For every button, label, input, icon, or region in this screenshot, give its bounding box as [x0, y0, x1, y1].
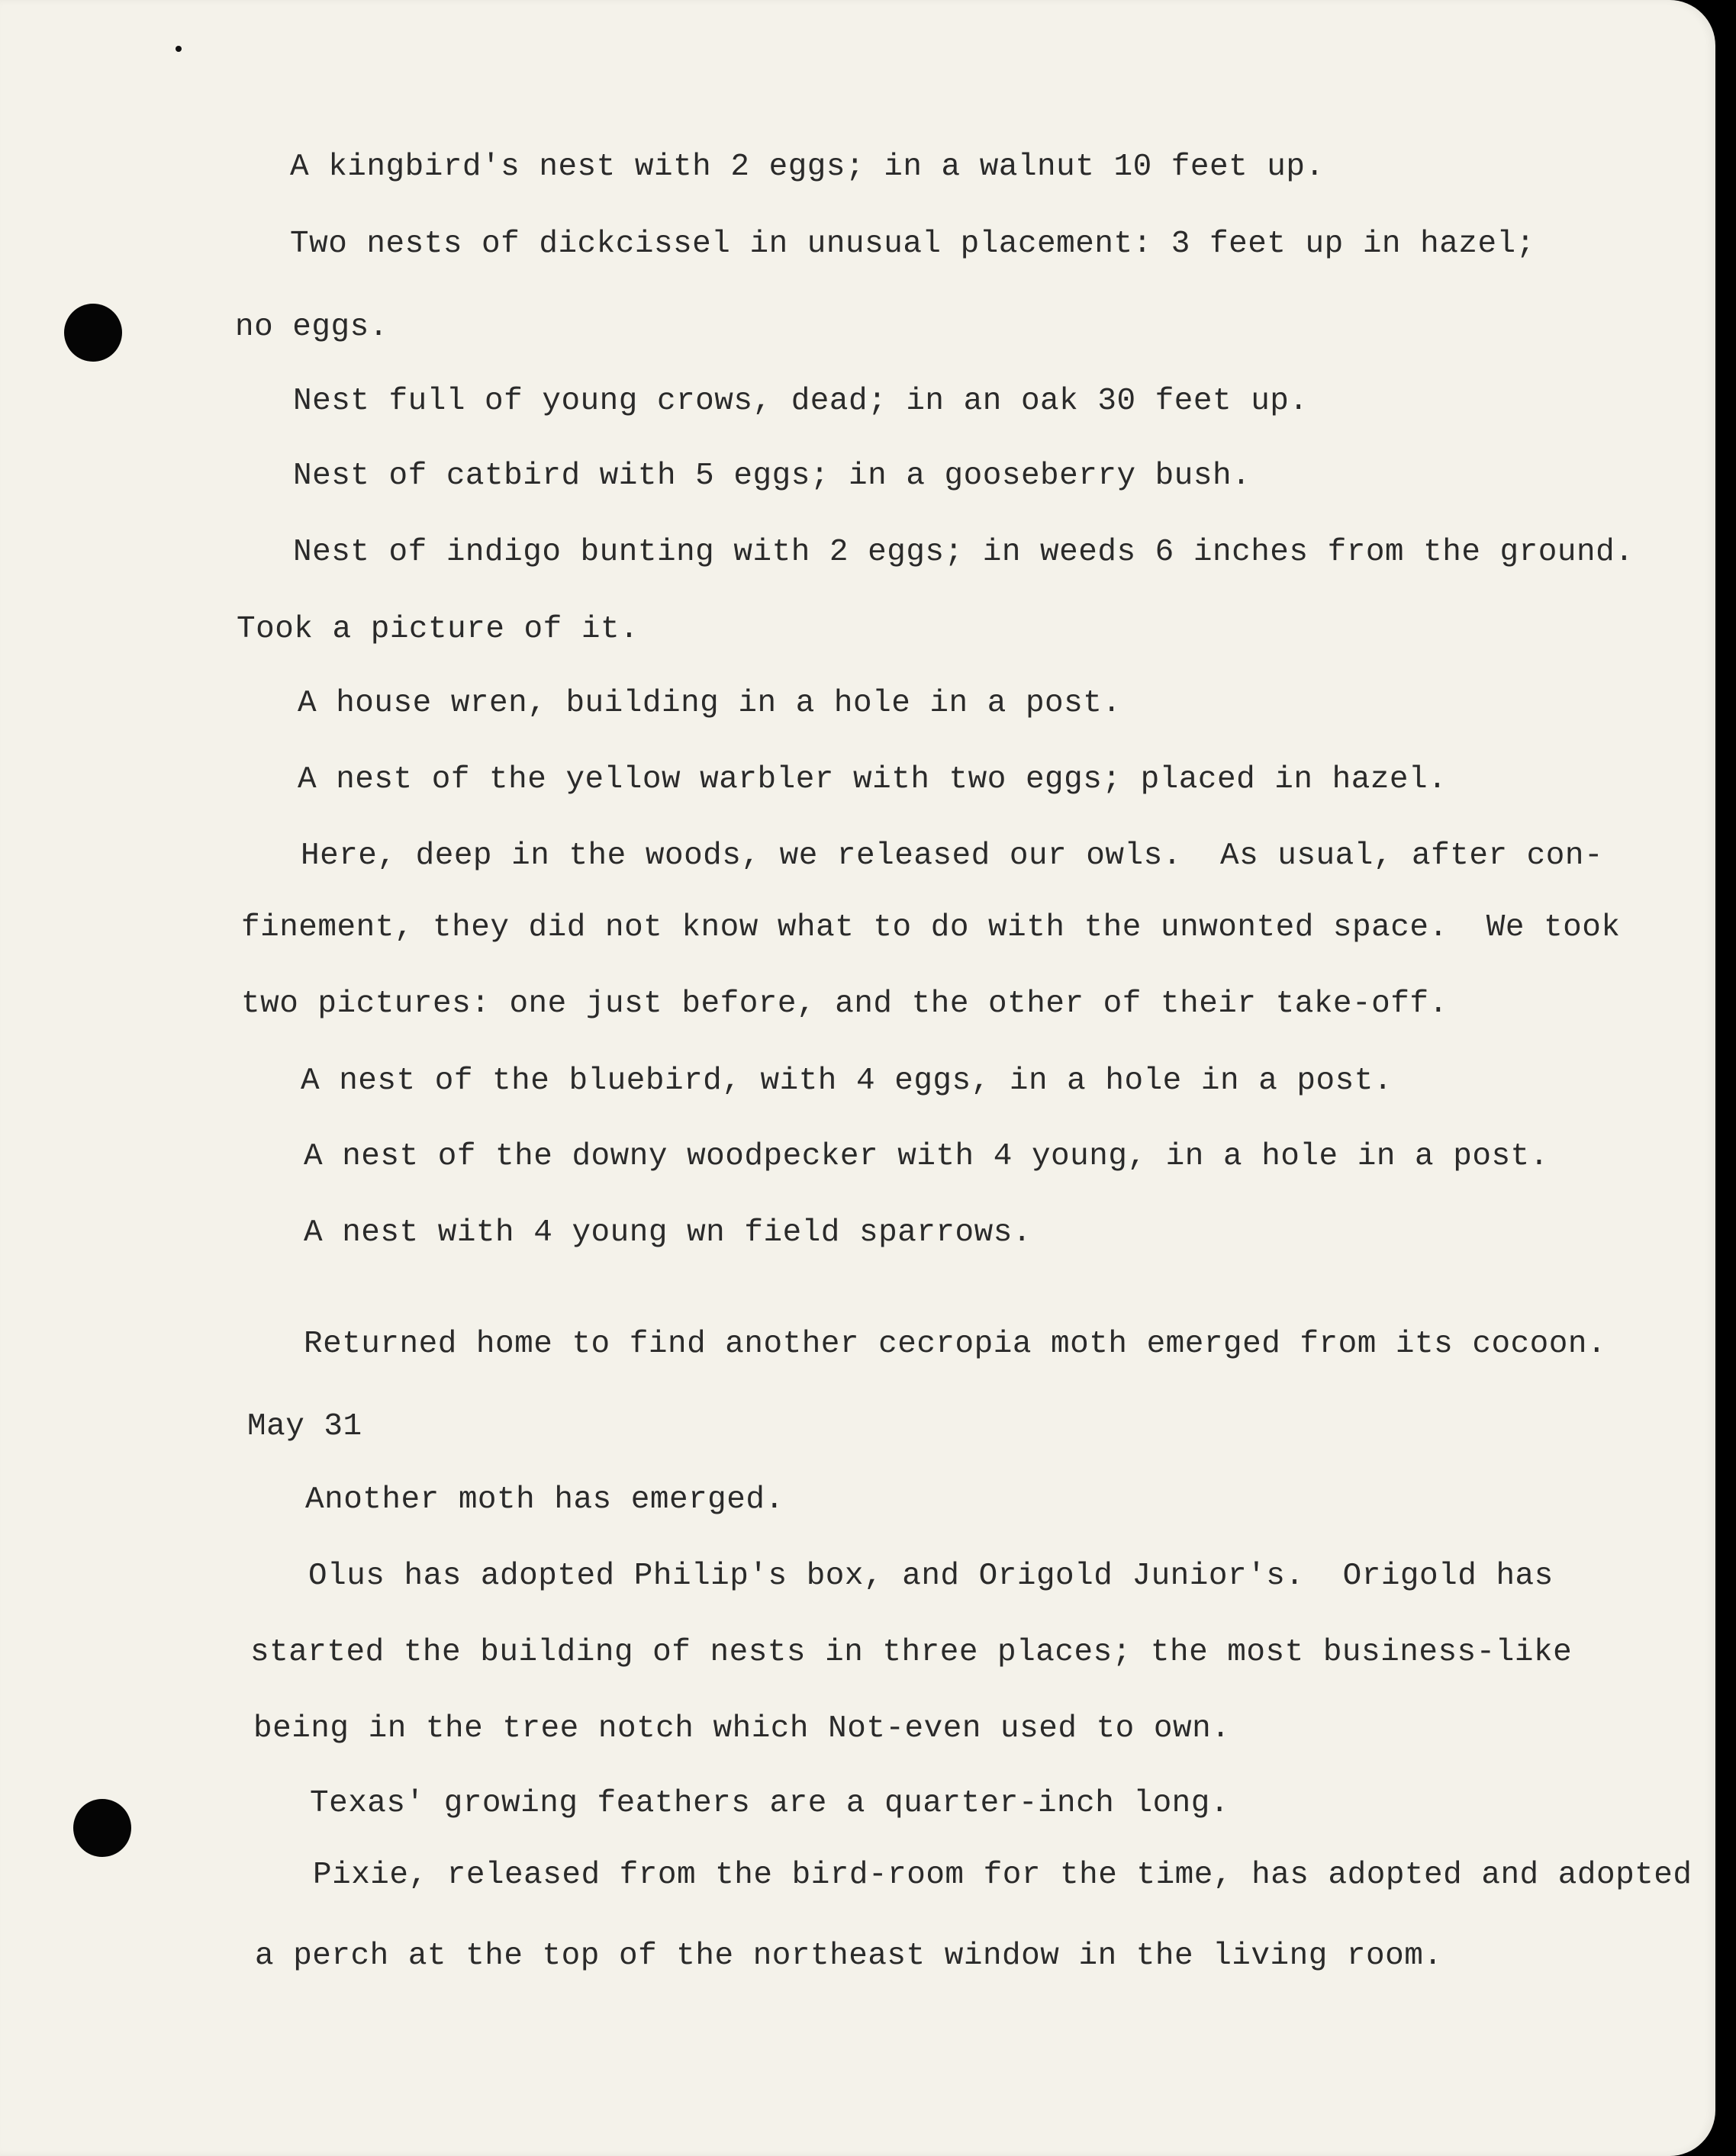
- text-line-19: Olus has adopted Philip's box, and Origold Junior's. Origold has: [308, 1559, 1554, 1594]
- date-heading: May 31: [247, 1409, 362, 1444]
- text-line-16: Returned home to find another cecropia moth emerged from its cocoon.: [304, 1327, 1607, 1362]
- punch-hole-bottom: [73, 1799, 131, 1857]
- text-line-21: being in the tree notch which Not-even used to own.: [253, 1711, 1231, 1746]
- text-line-9: A nest of the yellow warbler with two eggs; placed in hazel.: [298, 762, 1448, 797]
- text-line-22: Texas' growing feathers are a quarter-inch long.: [310, 1786, 1229, 1821]
- text-line-12: two pictures: one just before, and the other of their take-off.: [241, 986, 1448, 1022]
- text-line-15: A nest with 4 young wn field sparrows.: [304, 1215, 1032, 1250]
- text-line-14: A nest of the downy woodpecker with 4 young, in a hole in a post.: [304, 1139, 1549, 1174]
- text-line-3: no eggs.: [235, 310, 388, 345]
- text-line-7: Took a picture of it.: [237, 612, 639, 647]
- text-line-20: started the building of nests in three places; the most business-like: [250, 1635, 1573, 1670]
- text-line-13: A nest of the bluebird, with 4 eggs, in a hole in a post.: [301, 1064, 1393, 1099]
- text-line-23: Pixie, released from the bird-room for the time, has adopted and adopted: [313, 1858, 1693, 1893]
- text-line-2: Two nests of dickcissel in unusual placement: 3 feet up in hazel;: [290, 227, 1535, 262]
- text-line-4: Nest full of young crows, dead; in an oak 30 feet up.: [293, 384, 1309, 419]
- text-line-10: Here, deep in the woods, we released our owls. As usual, after con-: [301, 838, 1604, 874]
- text-line-24: a perch at the top of the northeast window in the living room.: [255, 1939, 1443, 1974]
- text-line-6: Nest of indigo bunting with 2 eggs; in weeds 6 inches from the ground.: [293, 535, 1635, 570]
- ink-speck: [176, 46, 182, 52]
- text-line-8: A house wren, building in a hole in a post.: [298, 686, 1122, 721]
- text-line-1: A kingbird's nest with 2 eggs; in a walnut 10 feet up.: [290, 150, 1325, 185]
- text-line-11: finement, they did not know what to do with the unwonted space. We took: [241, 910, 1621, 945]
- punch-hole-top: [64, 304, 122, 362]
- text-line-18: Another moth has emerged.: [305, 1482, 784, 1517]
- text-line-5: Nest of catbird with 5 eggs; in a gooseberry bush.: [293, 459, 1251, 494]
